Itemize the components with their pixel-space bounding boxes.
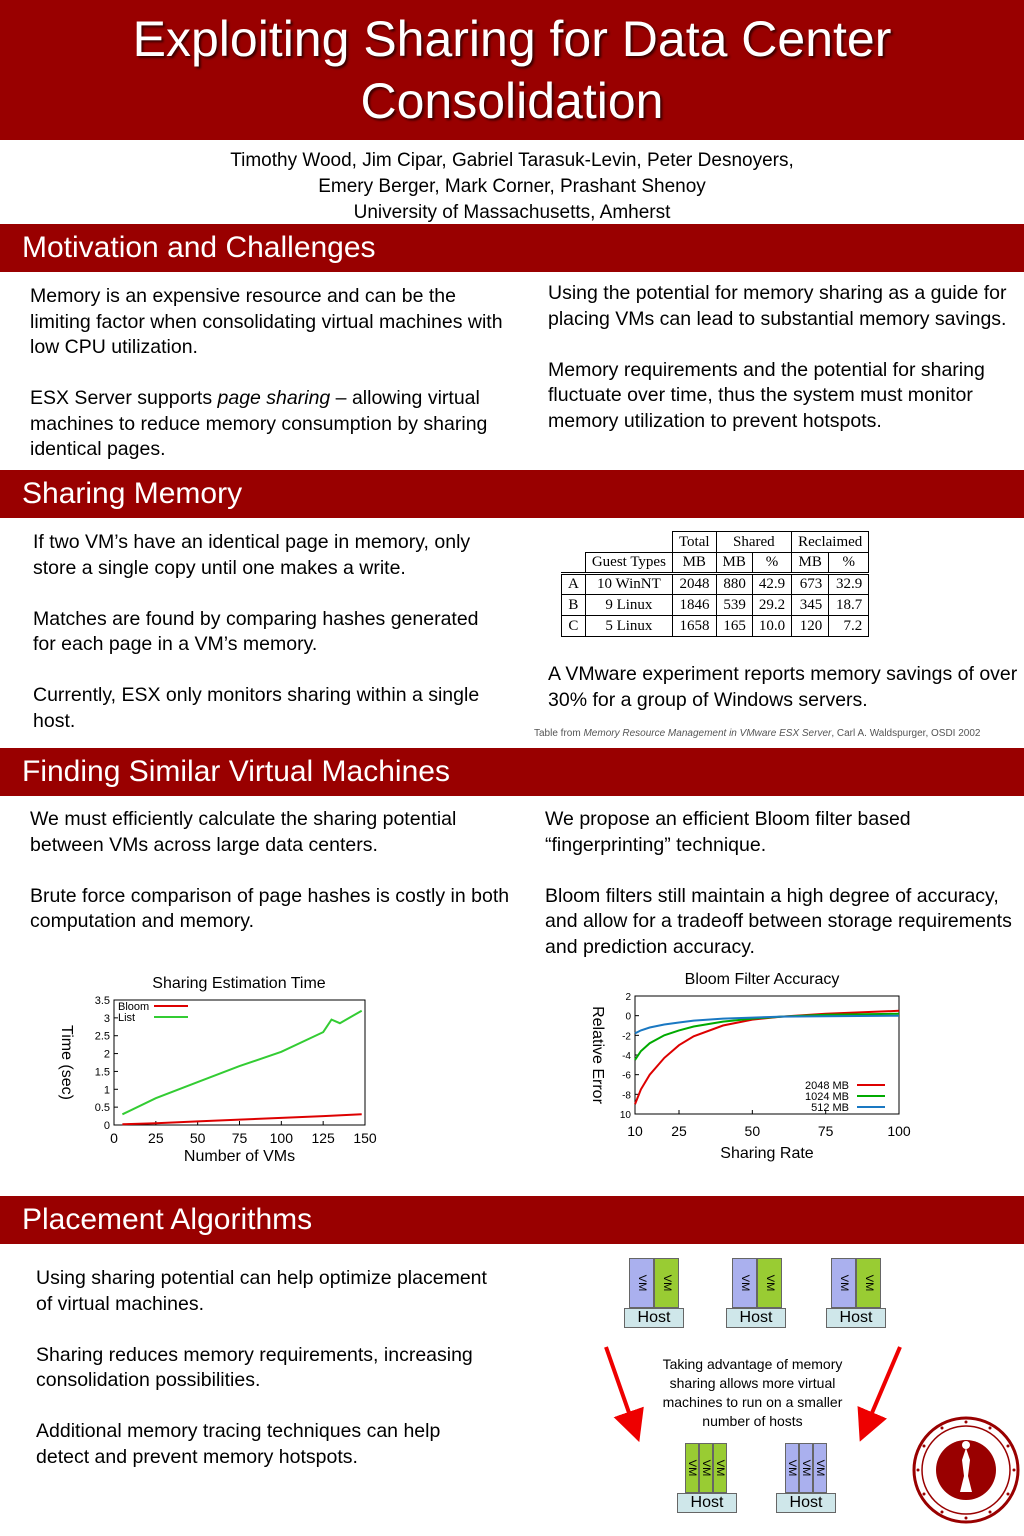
table-header-cell: Guest Types bbox=[585, 553, 672, 574]
host-box: Host bbox=[677, 1493, 737, 1513]
table-cell: 673 bbox=[792, 574, 829, 595]
sharing-text bbox=[33, 530, 503, 734]
y-tick-label: 2 bbox=[103, 1048, 110, 1061]
y-tick-label: 2 bbox=[625, 992, 631, 1003]
table-cell: 7.2 bbox=[829, 616, 869, 637]
section-heading-sharing: Sharing Memory bbox=[0, 470, 1024, 518]
table-cell: 42.9 bbox=[752, 574, 791, 595]
vm-box: VM bbox=[757, 1258, 782, 1308]
table-cell: 120 bbox=[792, 616, 829, 637]
x-tick-label: 0 bbox=[110, 1130, 118, 1146]
table-cell: 18.7 bbox=[829, 595, 869, 616]
x-tick-label: 50 bbox=[189, 1130, 206, 1146]
umass-seal-logo bbox=[912, 1416, 1020, 1524]
y-tick-label: 1.5 bbox=[94, 1066, 110, 1079]
table-cell: 5 Linux bbox=[585, 616, 672, 637]
finding-paragraph-2: Brute force comparison of page hashes is costly in both computation and memory. bbox=[30, 884, 510, 932]
sharing-table-container bbox=[561, 531, 869, 637]
table-cell: 880 bbox=[716, 574, 752, 595]
x-tick-label: 10 bbox=[627, 1123, 643, 1139]
y-axis-label: Relative Error bbox=[589, 1006, 606, 1104]
series-line-2048-mb bbox=[635, 1011, 899, 1104]
motivation-paragraph-2: ESX Server supports page sharing – allowing virtual machines to reduce memory consumption by sharing identical pages. bbox=[30, 387, 488, 460]
authors-line-2: Emery Berger, Mark Corner, Prashant Shenoy bbox=[318, 176, 706, 197]
table-cell: B bbox=[562, 595, 586, 616]
legend-label: List bbox=[118, 1012, 136, 1024]
host-box: Host bbox=[726, 1308, 786, 1328]
sharing-table bbox=[561, 531, 869, 637]
table-cell: 29.2 bbox=[752, 595, 791, 616]
vm-box: VM bbox=[831, 1258, 856, 1308]
poster-title: Exploiting Sharing for Data Center Consolidation bbox=[132, 11, 892, 129]
host-group-1 bbox=[624, 1258, 684, 1328]
y-tick-label: 10 bbox=[619, 1110, 631, 1121]
vm-box: VM bbox=[799, 1443, 813, 1493]
legend-label: 512 MB bbox=[811, 1102, 849, 1114]
series-line-bloom bbox=[122, 1114, 361, 1124]
table-cell: 539 bbox=[716, 595, 752, 616]
table-cell: C bbox=[562, 616, 586, 637]
y-tick-label: 0 bbox=[625, 1011, 631, 1023]
table-cell: A bbox=[562, 574, 586, 595]
x-tick-label: 25 bbox=[148, 1130, 164, 1146]
motivation-right-text bbox=[548, 281, 1022, 434]
placement-paragraph-1: Using sharing potential can help optimize placement of virtual machines. bbox=[36, 1267, 487, 1315]
motivation-paragraph-4: Memory requirements and the potential for sharing fluctuate over time, thus the system must monitor memory utilization to prevent hotspots. bbox=[548, 358, 985, 432]
host-group-3 bbox=[826, 1258, 886, 1328]
vm-box: VM bbox=[629, 1258, 654, 1308]
table-header-cell: MB bbox=[792, 553, 829, 574]
bloom-accuracy-chart bbox=[585, 988, 915, 1166]
arrow-right bbox=[866, 1347, 900, 1427]
y-tick-label: 0 bbox=[103, 1120, 110, 1132]
table-header-cell: MB bbox=[716, 553, 752, 574]
y-tick-label: 3.5 bbox=[94, 995, 110, 1007]
chart2-title: Bloom Filter Accuracy bbox=[684, 971, 840, 988]
x-tick-label: 100 bbox=[887, 1123, 911, 1139]
finding-paragraph-4: Bloom filters still maintain a high degree of accuracy, and allow for a tradeoff between storage requirements and prediction accuracy. bbox=[545, 884, 1012, 958]
table-header-cell: % bbox=[829, 553, 869, 574]
arrow-left bbox=[606, 1347, 634, 1427]
x-axis-label: Number of VMs bbox=[183, 1148, 296, 1164]
x-tick-label: 75 bbox=[817, 1123, 834, 1139]
y-tick-label: -4 bbox=[622, 1051, 631, 1062]
vm-box: VM bbox=[856, 1258, 881, 1308]
motivation-paragraph-3: Using the potential for memory sharing as a guide for placing VMs can lead to substantial memory savings. bbox=[548, 282, 1007, 330]
table-credit: Table from Memory Resource Management in VMware ESX Server, Carl A. Waldspurger, OSDI 2002 bbox=[534, 728, 981, 739]
y-tick-label: 3 bbox=[103, 1012, 110, 1025]
x-tick-label: 125 bbox=[311, 1130, 335, 1146]
table-header-cell: Reclaimed bbox=[792, 532, 869, 553]
table-cell: 1846 bbox=[672, 595, 716, 616]
y-tick-label: -8 bbox=[622, 1090, 631, 1102]
table-header-row bbox=[562, 532, 869, 553]
x-tick-label: 100 bbox=[269, 1130, 294, 1146]
vm-box: VM bbox=[685, 1443, 699, 1493]
sharing-paragraph-1: If two VM’s have an identical page in memory, only store a single copy until one makes a write. bbox=[33, 531, 471, 579]
y-tick-label: -6 bbox=[622, 1070, 631, 1082]
host-box: Host bbox=[826, 1308, 886, 1328]
series-line-list bbox=[122, 1011, 361, 1115]
x-tick-label: 150 bbox=[353, 1130, 377, 1146]
placement-paragraph-2: Sharing reduces memory requirements, increasing consolidation possibilities. bbox=[36, 1343, 473, 1391]
legend-label: Bloom bbox=[118, 1001, 150, 1013]
placement-text bbox=[36, 1266, 496, 1470]
vm-box: VM bbox=[699, 1443, 713, 1493]
host-group-consolidated-2 bbox=[776, 1443, 836, 1513]
table-header-row bbox=[562, 553, 869, 574]
section-heading-finding: Finding Similar Virtual Machines bbox=[0, 748, 1024, 796]
section-heading-motivation: Motivation and Challenges bbox=[0, 224, 1024, 272]
finding-left-text bbox=[30, 807, 510, 935]
table-row bbox=[562, 616, 869, 637]
section-heading-placement: Placement Algorithms bbox=[0, 1196, 1024, 1244]
table-cell: 10.0 bbox=[752, 616, 791, 637]
authors-line-1: Timothy Wood, Jim Cipar, Gabriel Tarasuk-Levin, Peter Desnoyers, bbox=[230, 150, 794, 171]
host-group-2 bbox=[726, 1258, 786, 1328]
vm-box: VM bbox=[654, 1258, 679, 1308]
y-tick-label: 1 bbox=[103, 1084, 110, 1097]
placement-paragraph-3: Additional memory tracing techniques can help detect and prevent memory hotspots. bbox=[36, 1420, 441, 1468]
host-box: Host bbox=[776, 1493, 836, 1513]
plot-frame bbox=[114, 1000, 365, 1125]
table-cell: 9 Linux bbox=[585, 595, 672, 616]
table-cell: 32.9 bbox=[829, 574, 869, 595]
table-cell: 165 bbox=[716, 616, 752, 637]
x-tick-label: 25 bbox=[671, 1123, 687, 1139]
table-cell: 1658 bbox=[672, 616, 716, 637]
x-axis-label: Sharing Rate bbox=[720, 1145, 814, 1162]
chart1-title: Sharing Estimation Time bbox=[152, 975, 326, 992]
table-row bbox=[562, 574, 869, 595]
table-cell: 2048 bbox=[672, 574, 716, 595]
y-axis-label: Time (sec) bbox=[58, 1025, 75, 1100]
table-cell: 10 WinNT bbox=[585, 574, 672, 595]
sharing-result: A VMware experiment reports memory savings of over 30% for a group of Windows servers. bbox=[548, 663, 1018, 711]
host-group-consolidated-1 bbox=[677, 1443, 737, 1513]
legend-label: 2048 MB bbox=[804, 1080, 849, 1092]
table-row bbox=[562, 595, 869, 616]
finding-paragraph-1: We must efficiently calculate the sharing potential between VMs across large data centers. bbox=[30, 808, 457, 856]
table-cell: 345 bbox=[792, 595, 829, 616]
y-tick-label: 2.5 bbox=[94, 1030, 110, 1043]
vm-box: VM bbox=[785, 1443, 799, 1493]
sharing-paragraph-3: Currently, ESX only monitors sharing within a single host. bbox=[33, 684, 480, 732]
vm-box: VM bbox=[713, 1443, 727, 1493]
finding-right-text bbox=[545, 807, 1015, 960]
vm-box: VM bbox=[813, 1443, 827, 1493]
y-tick-label: 0.5 bbox=[94, 1102, 110, 1115]
x-tick-label: 75 bbox=[231, 1130, 248, 1146]
y-tick-label: -2 bbox=[622, 1031, 631, 1043]
host-box: Host bbox=[624, 1308, 684, 1328]
table-header-cell: % bbox=[752, 553, 791, 574]
sharing-time-chart bbox=[50, 992, 390, 1164]
motivation-left-text bbox=[30, 284, 510, 463]
author-block bbox=[0, 148, 1024, 226]
series-line-1024-mb bbox=[635, 1014, 899, 1060]
vm-box: VM bbox=[732, 1258, 757, 1308]
legend-label: 1024 MB bbox=[804, 1091, 849, 1103]
sharing-paragraph-2: Matches are found by comparing hashes generated for each page in a VM’s memory. bbox=[33, 607, 479, 655]
x-tick-label: 50 bbox=[744, 1123, 761, 1139]
table-header-cell: Total bbox=[672, 532, 716, 553]
table-header-cell: Shared bbox=[716, 532, 792, 553]
table-cell bbox=[562, 553, 586, 574]
finding-paragraph-3: We propose an efficient Bloom filter based “fingerprinting” technique. bbox=[545, 808, 911, 856]
table-cell bbox=[562, 532, 673, 553]
motivation-paragraph-1: Memory is an expensive resource and can be the limiting factor when consolidating virtual machines with low CPU utilization. bbox=[30, 285, 503, 358]
affiliation: University of Massachusetts, Amherst bbox=[353, 202, 671, 223]
table-header-cell: MB bbox=[672, 553, 716, 574]
placement-caption: Taking advantage of memory sharing allows more virtual machines to run on a smaller number of hosts bbox=[662, 1356, 843, 1429]
